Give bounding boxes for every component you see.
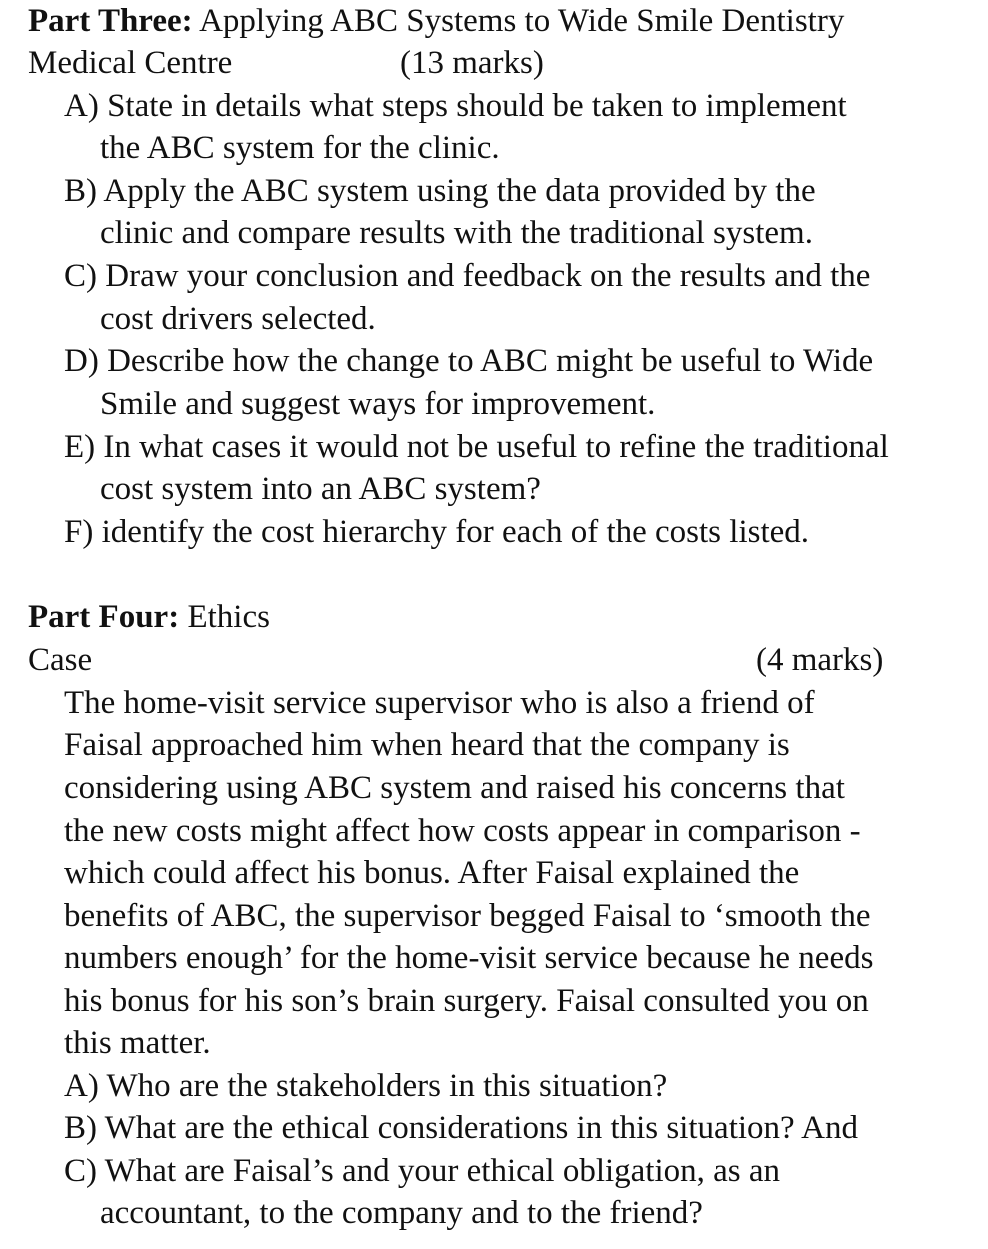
part-four-marks: (4 marks) <box>756 642 884 678</box>
case-text-line: Faisal approached him when heard that the company is <box>64 727 790 763</box>
part-four-case-label: Case <box>28 642 93 678</box>
part-four-heading-title: Ethics <box>179 599 270 635</box>
case-text-line: which could affect his bonus. After Faisal explained the <box>64 855 800 891</box>
part-three-question-a-cont: the ABC system for the clinic. <box>100 130 500 166</box>
part-three-marks: (13 marks) <box>400 45 544 81</box>
case-text-line: The home-visit service supervisor who is also a friend of <box>64 685 815 721</box>
part-four-question-c: C) What are Faisal’s and your ethical obligation, as an <box>64 1153 781 1189</box>
case-text-line: his bonus for his son’s brain surgery. Faisal consulted you on <box>64 983 869 1019</box>
part-three-question-b: B) Apply the ABC system using the data provided by the <box>64 173 816 209</box>
part-four-question-a: A) Who are the stakeholders in this situation? <box>64 1068 668 1104</box>
part-four-question-c-cont: accountant, to the company and to the friend? <box>100 1195 703 1231</box>
part-three-question-b-cont: clinic and compare results with the traditional system. <box>100 215 813 251</box>
part-three-question-c-cont: cost drivers selected. <box>100 301 376 337</box>
part-three-heading-label: Part Three: <box>28 3 193 39</box>
part-three-question-f: F) identify the cost hierarchy for each of the costs listed. <box>64 514 810 550</box>
case-text-line: benefits of ABC, the supervisor begged Faisal to ‘smooth the <box>64 898 871 934</box>
part-four-question-b: B) What are the ethical considerations in this situation? And <box>64 1110 858 1146</box>
part-three-question-a: A) State in details what steps should be taken to implement <box>64 88 847 124</box>
case-text-line: the new costs might affect how costs appear in comparison - <box>64 813 861 849</box>
part-three-heading-title: Applying ABC Systems to Wide Smile Dentistry <box>192 3 845 39</box>
part-four-heading-label: Part Four: <box>28 599 180 635</box>
part-three-heading <box>28 0 844 42</box>
part-three-question-e: E) In what cases it would not be useful to refine the traditional <box>64 429 889 465</box>
case-text-line: this matter. <box>64 1025 211 1061</box>
part-three-heading-continued: Medical Centre <box>28 45 233 81</box>
part-three-question-e-cont: cost system into an ABC system? <box>100 471 541 507</box>
part-three-question-d-cont: Smile and suggest ways for improvement. <box>100 386 656 422</box>
part-three-question-c: C) Draw your conclusion and feedback on the results and the <box>64 258 871 294</box>
part-three-question-d: D) Describe how the change to ABC might be useful to Wide <box>64 343 874 379</box>
case-text-line: considering using ABC system and raised his concerns that <box>64 770 845 806</box>
part-four-heading <box>28 596 270 638</box>
part-three-heading-line2 <box>28 42 232 84</box>
case-text-line: numbers enough’ for the home-visit service because he needs <box>64 940 874 976</box>
